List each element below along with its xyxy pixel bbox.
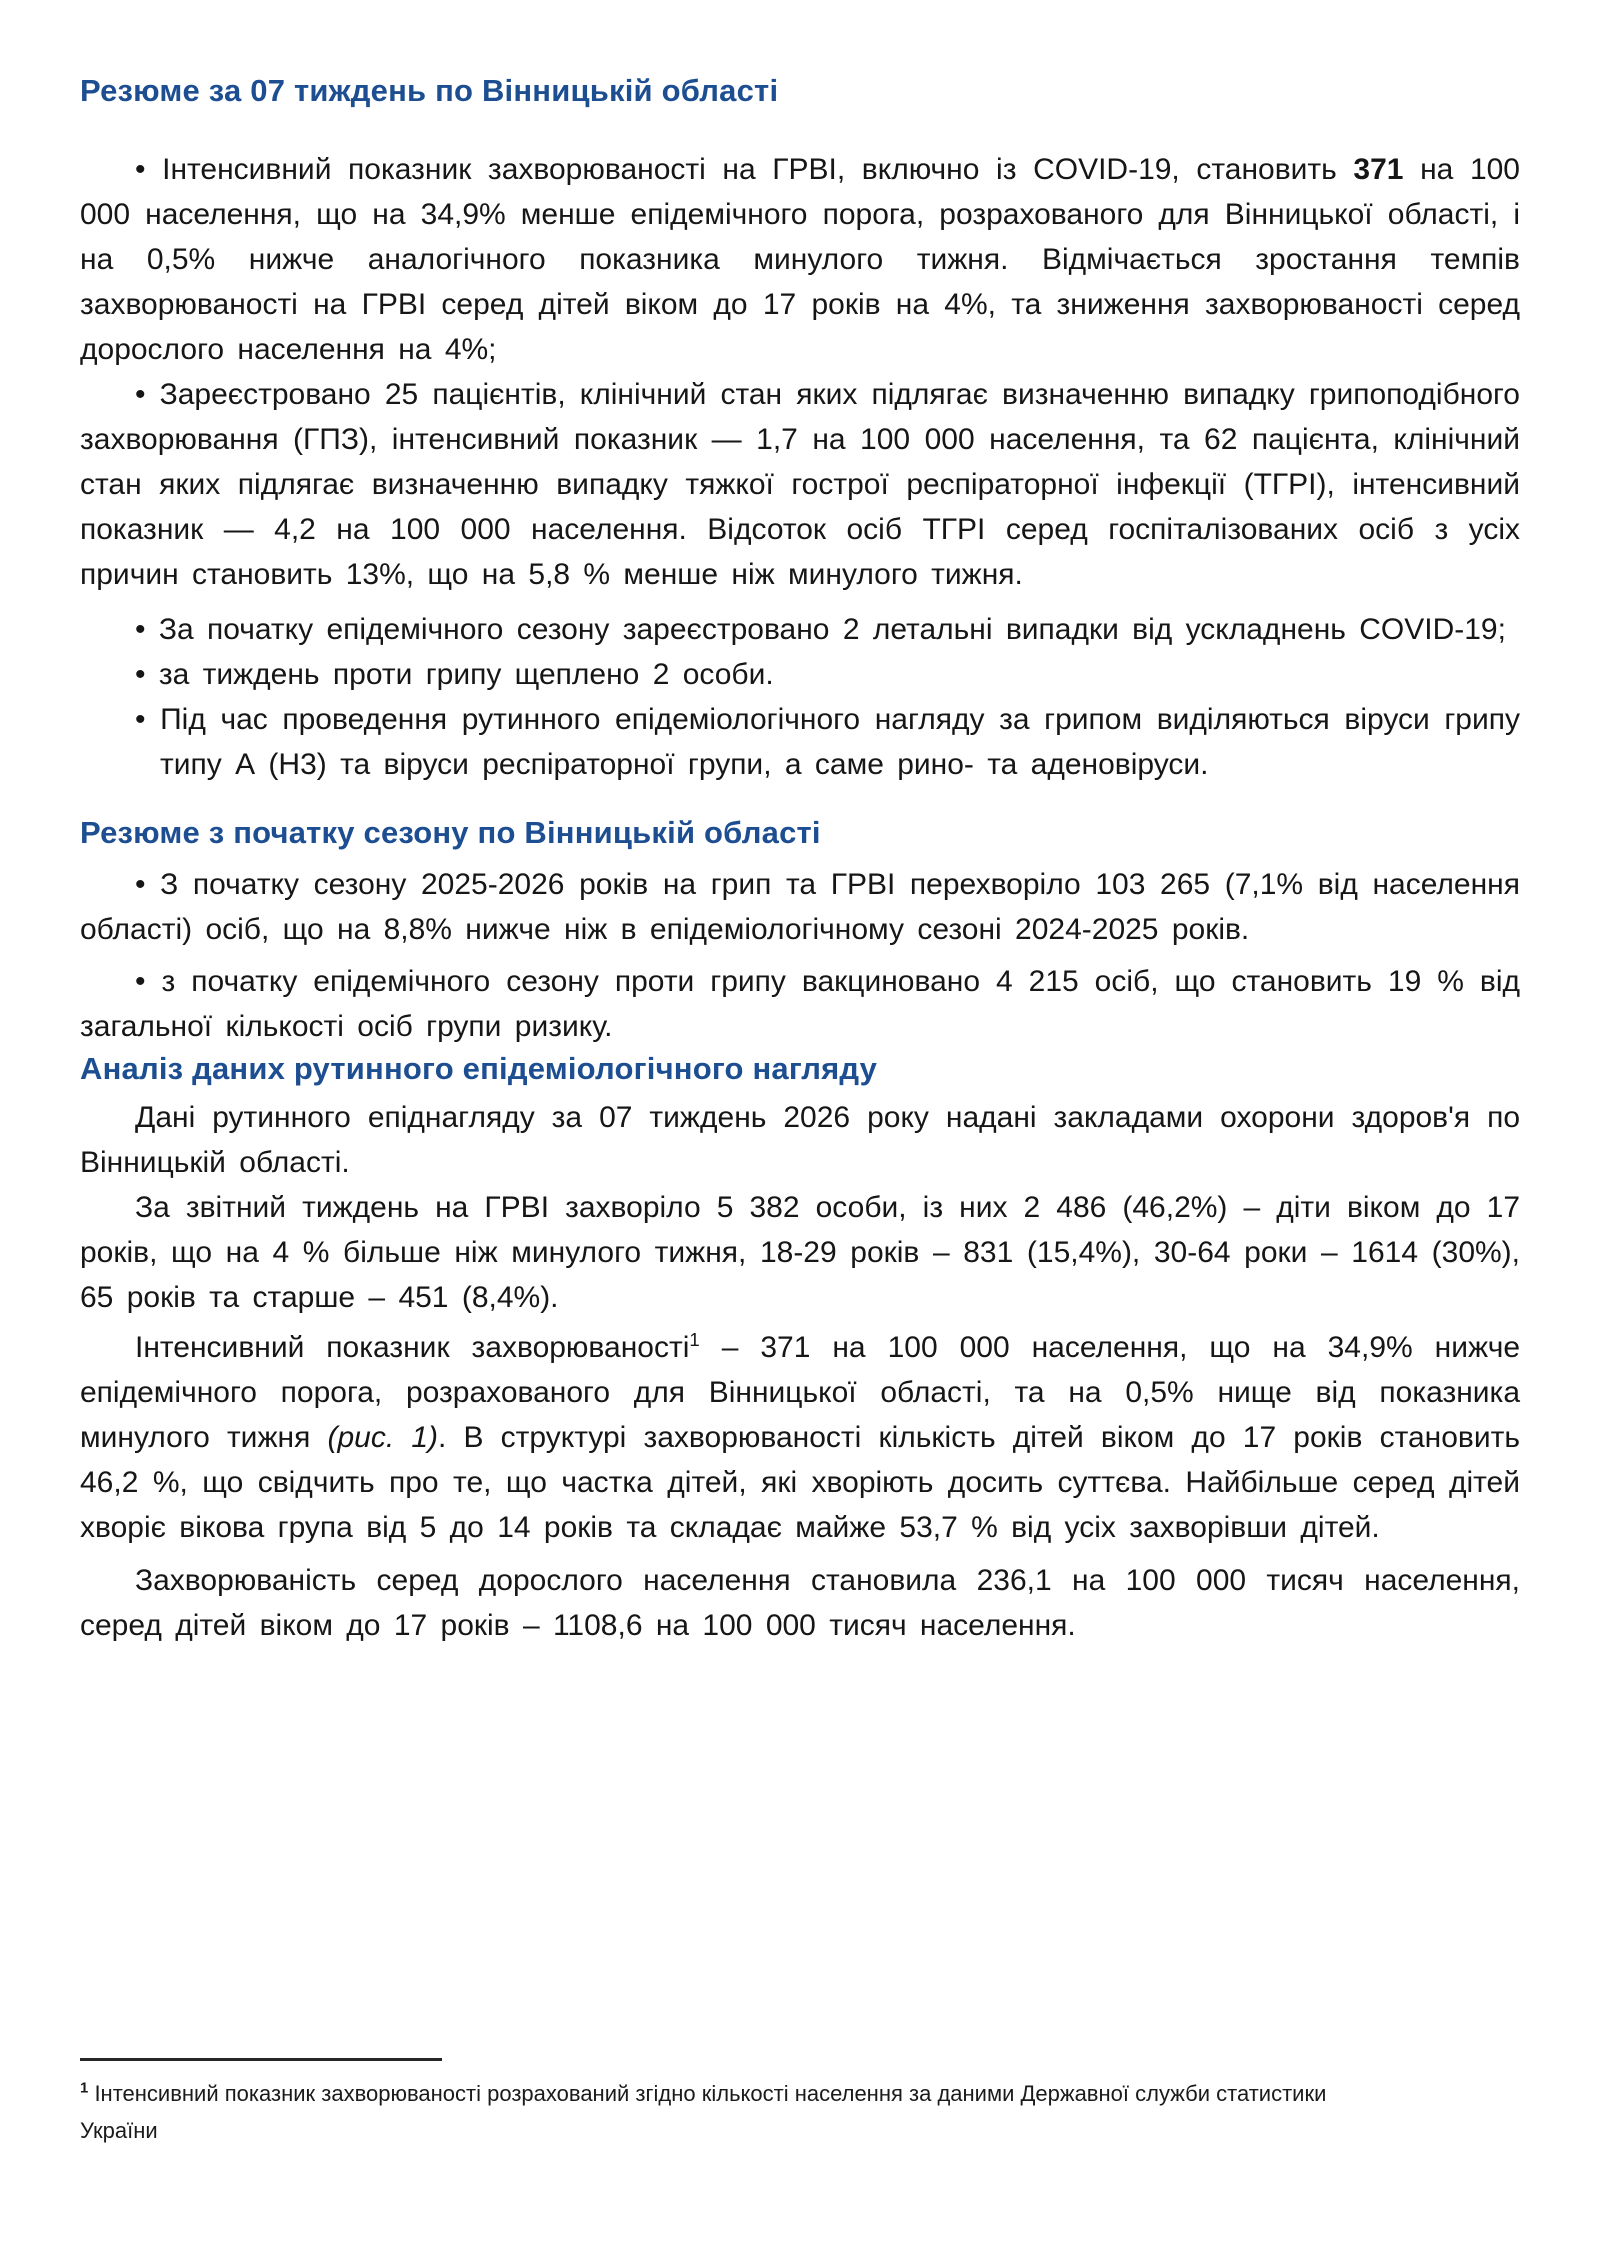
footnote-separator — [80, 2058, 442, 2061]
para-ari-incidence-week: • Інтенсивний показник захворюваності на ГРВІ, включно із COVID-19, становить 371 на 100 000 населення, що на 34,9% менше епідемічного порога, розрахованого для Вінницької області, і на 0,5% нижче аналогічного показника минулого тижня. Відмічається зростання темпів захворюваності на ГРВІ серед дітей віком до 17 років на 4%, та зниження захворюваності серед дорослого населення на 4%; — [80, 153, 1520, 366]
para-data-source: Дані рутинного епіднагляду за 07 тиждень 2026 року надані закладами охорони здоров'я по Вінницькій області. — [80, 1101, 1520, 1179]
para-virus-surveillance: • Під час проведення рутинного епідеміологічного нагляду за грипом виділяються віруси грипу типу А (Н3) та віруси респіраторної групи, а саме рино- та аденовіруси. — [135, 703, 1520, 781]
summary-week-heading: Резюме за 07 тиждень по Вінницькій області — [80, 73, 779, 108]
document-body — [80, 73, 1520, 1648]
para-adult-child-rates: Захворюваність серед дорослого населення становила 236,1 на 100 000 тисяч населення, серед дітей віком до 17 років – 1108,6 на 100 000 тисяч населення. — [80, 1564, 1520, 1642]
footnote-area — [80, 2058, 1420, 2149]
footnote-text: $^1$ Інтенсивний показник захворюваності розрахований згідно кількості населення за даними Державної служби статистики України — [80, 2079, 1327, 2143]
para-ili-sari-cases: • Зареєстровано 25 пацієнтів, клінічний стан яких підлягає визначенню випадку грипоподібного захворювання (ГПЗ), інтенсивний показник — 1,7 на 100 000 населення, та 62 пацієнта, клінічний стан яких підлягає визначенню випадку тяжкої гострої респіраторної інфекції (ТГРІ), інтенсивний показник — 4,2 на 100 000 населення. Відсоток осіб ТГРІ серед госпіталізованих осіб з усіх причин становить 13%, що на 5,8 % менше ніж минулого тижня. — [80, 378, 1520, 591]
para-season-incidence: • З початку сезону 2025-2026 років на грип та ГРВІ перехворіло 103 265 (7,1% від населення області) осіб, що на 8,8% нижче ніж в епідеміологічному сезоні 2024-2025 років. — [80, 868, 1520, 946]
summary-season-heading: Резюме з початку сезону по Вінницькій області — [80, 815, 821, 850]
para-lethal-cases: • За початку епідемічного сезону зареєстровано 2 летальні випадки від ускладнень COVID-19; — [135, 613, 1506, 646]
para-age-structure: За звітний тиждень на ГРВІ захворіло 5 382 особи, із них 2 486 (46,2%) – діти віком до 17 років, що на 4 % більше ніж минулого тижня, 18-29 років – 831 (15,4%), 30-64 роки – 1614 (30%), 65 років та старше – 451 (8,4%). — [80, 1191, 1520, 1314]
analysis-heading: Аналіз даних рутинного епідеміологічного нагляду — [80, 1051, 878, 1086]
para-intensity-analysis: Інтенсивний показник захворюваності$^1$ – 371 на 100 000 населення, що на 34,9% нижче епідемічного порога, розрахованого для Вінницької області, та на 0,5% нище від показника минулого тижня (рис. 1). В структурі захворюваності кількість дітей віком до 17 років становить 46,2 %, що свідчить про те, що частка дітей, які хворіють досить суттєва. Найбільше серед дітей хворіє вікова група від 5 до 14 років та складає майже 53,7 % від усіх захворівши дітей. — [80, 1329, 1521, 1544]
para-season-vaccination: • з початку епідемічного сезону проти грипу вакциновано 4 215 осіб, що становить 19 % від загальної кількості осіб групи ризику. — [80, 965, 1520, 1043]
para-weekly-vaccination: • за тиждень проти грипу щеплено 2 особи. — [135, 658, 774, 691]
